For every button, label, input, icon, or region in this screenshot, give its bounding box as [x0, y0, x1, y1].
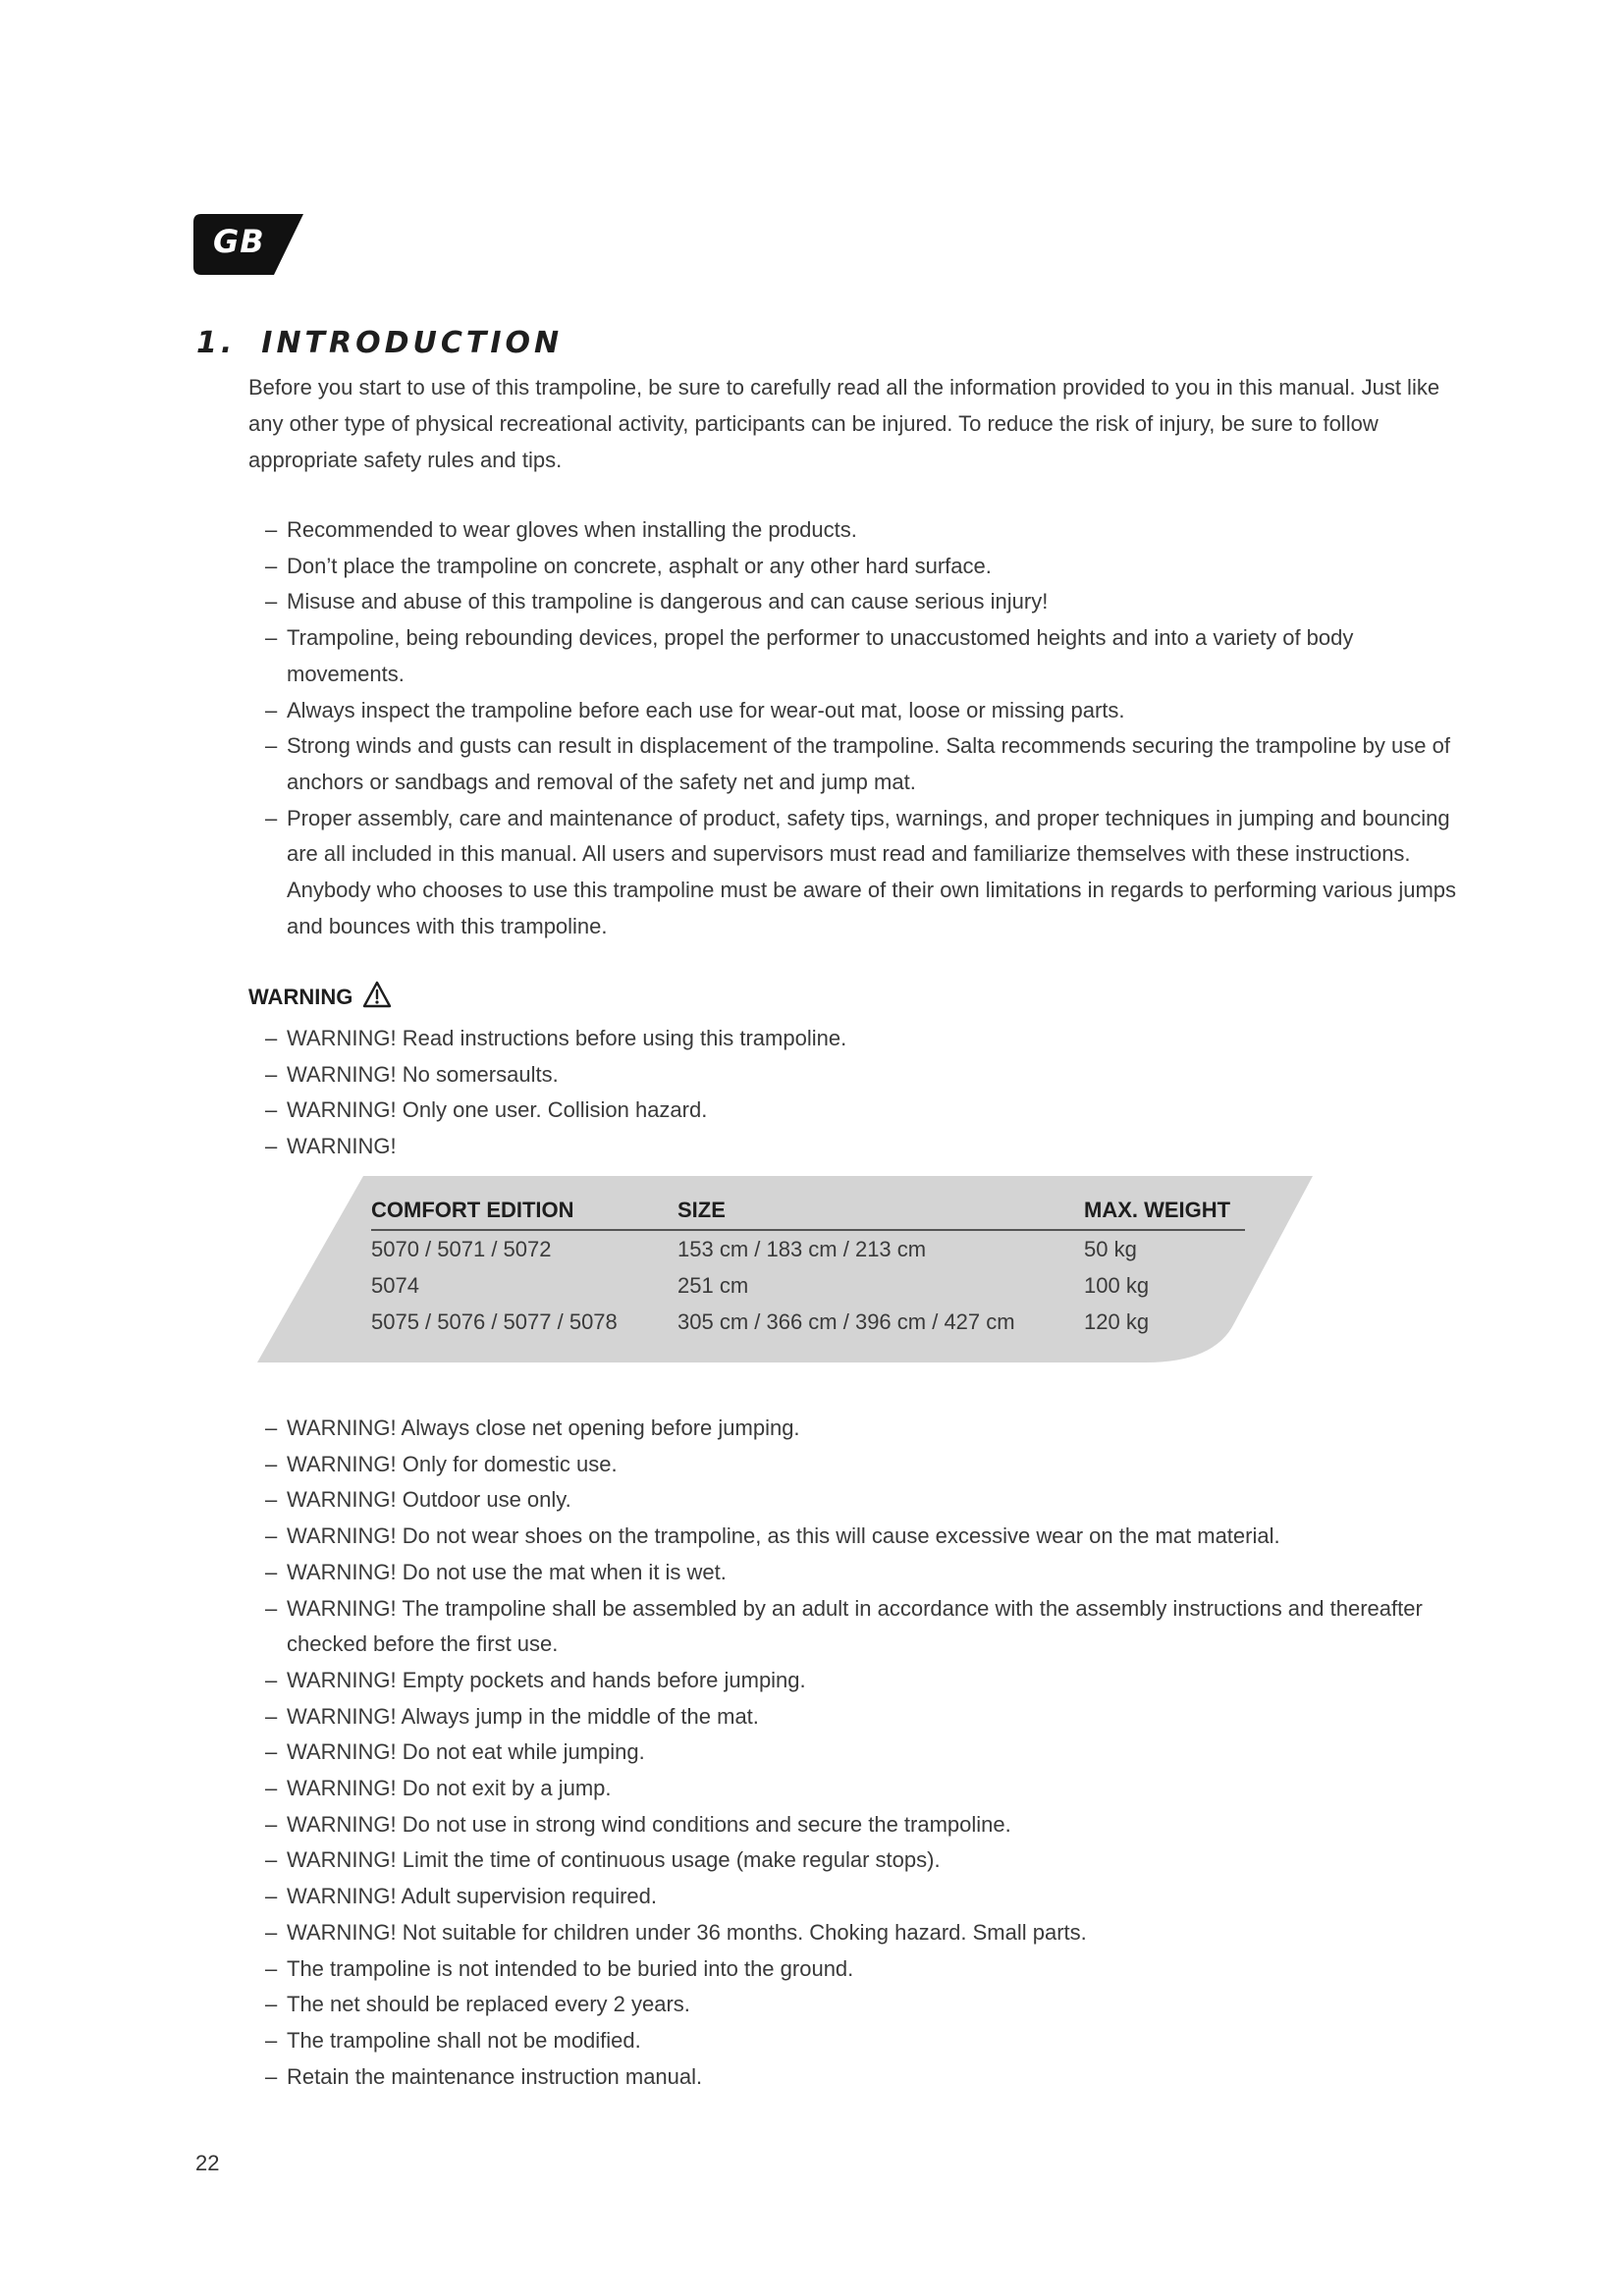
spec-cell-size: 305 cm / 366 cm / 396 cm / 427 cm: [677, 1309, 1015, 1334]
section-title-text: INTRODUCTION: [261, 326, 564, 360]
table-row: [371, 1267, 1245, 1304]
list-item: [265, 512, 1463, 549]
spec-cell-model: 5074: [371, 1273, 419, 1298]
bullet-dash: –: [265, 1451, 278, 1476]
list-item: [265, 1915, 1463, 1951]
spec-cell-weight: 100 kg: [1084, 1273, 1150, 1298]
list-item-text: WARNING! Always jump in the middle of the mat.: [287, 1703, 759, 1729]
list-item: [265, 1987, 1463, 2023]
bullet-dash: –: [265, 1523, 278, 1549]
spec-table: [371, 1194, 1245, 1340]
bullet-dash: –: [265, 1026, 278, 1050]
list-item: [265, 584, 1463, 620]
list-item: [265, 2059, 1463, 2096]
bullet-dash: –: [265, 697, 278, 722]
list-item-text: WARNING! Adult supervision required.: [287, 1884, 657, 1909]
table-row: [371, 1304, 1245, 1340]
bullet-dash: –: [265, 1595, 278, 1621]
bullet-dash: –: [265, 553, 278, 578]
list-item-text: WARNING! Only one user. Collision hazard.: [287, 1097, 708, 1123]
list-item-text: The net should be replaced every 2 years.: [287, 1992, 690, 2017]
safety-list: [265, 512, 1463, 944]
bullet-dash: –: [265, 625, 278, 651]
list-item: [265, 1591, 1463, 1663]
table-row: [371, 1230, 1245, 1267]
list-item-text: Always inspect the trampoline before each use for wear-out mat, loose or missing parts.: [287, 697, 1125, 722]
list-item: [265, 1663, 1463, 1699]
warning-heading: [248, 981, 392, 1014]
warning-triangle-icon: [362, 981, 392, 1014]
list-item: [265, 1951, 1463, 1988]
language-badge-label: GB: [213, 223, 265, 260]
list-item: [265, 1735, 1463, 1771]
list-item-text: WARNING! Read instructions before using this trampoline.: [287, 1026, 847, 1050]
intro-paragraph: [248, 369, 1456, 478]
bullet-dash: –: [265, 1847, 278, 1873]
bullet-dash: –: [265, 1487, 278, 1513]
list-item-text: Proper assembly, care and maintenance of product, safety tips, warnings, and proper techniques in jumping and bouncing are all included in this manual. All users and supervisors must read and familiarize themselves with these instructions. Anybody who chooses to use this trampoline must be aware of their own limitations in regards to performing various jumps and bounces with this trampoline.: [287, 805, 1457, 938]
spec-cell-weight: 50 kg: [1084, 1237, 1137, 1261]
spec-header-model: COMFORT EDITION: [371, 1194, 677, 1230]
spec-header-size: SIZE: [677, 1194, 1084, 1230]
bullet-dash: –: [265, 1667, 278, 1692]
list-item: [265, 1807, 1463, 1843]
warning-heading-text: WARNING: [248, 985, 353, 1009]
list-item-text: Don’t place the trampoline on concrete, asphalt or any other hard surface.: [287, 553, 992, 578]
bullet-dash: –: [265, 1992, 278, 2017]
list-item-text: WARNING! Limit the time of continuous usage (make regular stops).: [287, 1847, 941, 1873]
warning-list-a: [265, 1021, 1463, 1165]
bullet-dash: –: [265, 1097, 278, 1123]
spec-cell-size: 153 cm / 183 cm / 213 cm: [677, 1237, 927, 1261]
list-item: [265, 2023, 1463, 2059]
list-item: [265, 1129, 1463, 1165]
spec-cell-weight: 120 kg: [1084, 1309, 1150, 1334]
bullet-dash: –: [265, 1415, 278, 1440]
list-item: [265, 1093, 1463, 1129]
list-item: [265, 693, 1463, 729]
list-item-text: Trampoline, being rebounding devices, propel the performer to unaccustomed heights and into a variety of body movements.: [287, 625, 1354, 686]
list-item: [265, 1447, 1463, 1483]
bullet-dash: –: [265, 733, 278, 759]
list-item: [265, 1699, 1463, 1735]
list-item-text: WARNING! Not suitable for children under 36 months. Choking hazard. Small parts.: [287, 1919, 1087, 1945]
list-item-text: Retain the maintenance instruction manual.: [287, 2063, 703, 2089]
spec-cell-model: 5075 / 5076 / 5077 / 5078: [371, 1309, 618, 1334]
list-item-text: WARNING! Outdoor use only.: [287, 1487, 571, 1513]
list-item: [265, 620, 1463, 692]
bullet-dash: –: [265, 1703, 278, 1729]
list-item: [265, 549, 1463, 585]
list-item-text: Misuse and abuse of this trampoline is dangerous and can cause serious injury!: [287, 589, 1049, 614]
bullet-dash: –: [265, 1919, 278, 1945]
list-item-text: WARNING! Do not wear shoes on the trampoline, as this will cause excessive wear on the mat material.: [287, 1523, 1280, 1549]
list-item-text: WARNING! The trampoline shall be assembled by an adult in accordance with the assembly instructions and thereafter checked before the first use.: [287, 1595, 1423, 1657]
section-number: 1.: [196, 326, 237, 360]
spec-header-max-weight: MAX. WEIGHT: [1084, 1194, 1245, 1230]
list-item: [265, 801, 1463, 945]
bullet-dash: –: [265, 2063, 278, 2089]
bullet-dash: –: [265, 1811, 278, 1837]
bullet-dash: –: [265, 1739, 278, 1765]
list-item-text: The trampoline is not intended to be buried into the ground.: [287, 1955, 854, 1981]
list-item-text: WARNING! Do not eat while jumping.: [287, 1739, 645, 1765]
bullet-dash: –: [265, 1884, 278, 1909]
list-item-text: WARNING! Always close net opening before jumping.: [287, 1415, 800, 1440]
list-item: [265, 1057, 1463, 1094]
list-item: [265, 1482, 1463, 1519]
bullet-dash: –: [265, 589, 278, 614]
spec-table-header-row: [371, 1194, 1245, 1230]
spec-cell-size: 251 cm: [677, 1273, 749, 1298]
bullet-dash: –: [265, 1955, 278, 1981]
spec-cell-model: 5070 / 5071 / 5072: [371, 1237, 552, 1261]
list-item-text: Recommended to wear gloves when installing the products.: [287, 517, 857, 542]
page-number: 22: [195, 2151, 220, 2175]
bullet-dash: –: [265, 1061, 278, 1087]
bullet-dash: –: [265, 517, 278, 542]
list-item-text: WARNING! No somersaults.: [287, 1061, 559, 1087]
list-item-text: WARNING! Do not use in strong wind conditions and secure the trampoline.: [287, 1811, 1011, 1837]
list-item-text: WARNING! Do not exit by a jump.: [287, 1776, 612, 1801]
list-item: [265, 1879, 1463, 1915]
list-item-text: WARNING! Empty pockets and hands before jumping.: [287, 1667, 806, 1692]
list-item: [265, 1411, 1463, 1447]
bullet-dash: –: [265, 2027, 278, 2053]
list-item: [265, 1842, 1463, 1879]
list-item-text: WARNING! Only for domestic use.: [287, 1451, 618, 1476]
list-item-text: The trampoline shall not be modified.: [287, 2027, 641, 2053]
bullet-dash: –: [265, 1776, 278, 1801]
list-item: [265, 1771, 1463, 1807]
section-title: [196, 326, 563, 360]
intro-text: Before you start to use of this trampoline, be sure to carefully read all the information provided to you in this manual. Just like any other type of physical recreational activity, participants can be injured. To reduce the risk of injury, be sure to follow appropriate safety rules and tips.: [248, 375, 1440, 472]
list-item: [265, 728, 1463, 800]
bullet-dash: –: [265, 805, 278, 830]
list-item-text: WARNING!: [287, 1134, 397, 1159]
list-item-text: Strong winds and gusts can result in displacement of the trampoline. Salta recommends securing the trampoline by use of anchors or sandbags and removal of the safety net and jump mat.: [287, 733, 1450, 794]
bullet-dash: –: [265, 1559, 278, 1584]
bullet-dash: –: [265, 1134, 278, 1159]
warning-list-b: [265, 1411, 1463, 2095]
list-item-text: WARNING! Do not use the mat when it is wet.: [287, 1559, 727, 1584]
list-item: [265, 1519, 1463, 1555]
list-item: [265, 1021, 1463, 1057]
list-item: [265, 1555, 1463, 1591]
